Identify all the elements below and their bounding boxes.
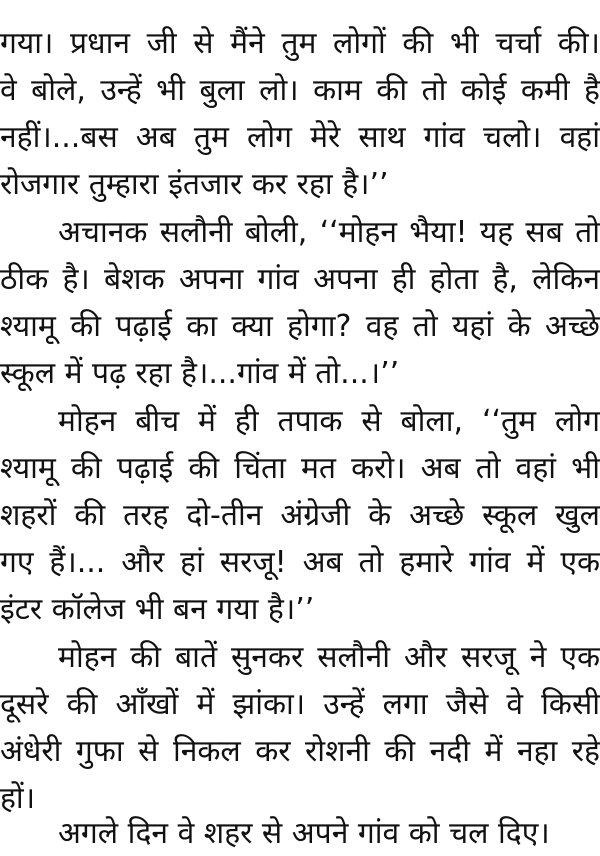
text-line: नहीं।...बस अब तुम लोग मेरे साथ गांव चलो। वहां: [0, 120, 600, 155]
text-line: स्कूल में पढ़ रहा है।...गांव में तो...।’’: [0, 356, 400, 391]
text-line: दूसरे की आँखों में झांका। उन्हें लगा जैसे वे किसी: [0, 687, 600, 722]
text-line: अंधेरी गुफा से निकल कर रोशनी की नदी में नहा रहे: [0, 734, 600, 769]
text-line: मोहन की बातें सुनकर सलौनी और सरजू ने एक: [58, 640, 600, 675]
text-line: इंटर कॉलेज भी बन गया है।’’: [0, 592, 315, 627]
text-line: शहरों की तरह दो-तीन अंग्रेजी के अच्छे स्कूल खुल: [0, 498, 600, 533]
text-line: श्यामू की पढ़ाई की चिंता मत करो। अब तो वहां भी: [0, 451, 600, 486]
text-line: मोहन बीच में ही तपाक से बोला, ‘‘तुम लोग: [58, 404, 600, 439]
text-line: रोजगार तुम्हारा इंतजार कर रहा है।’’: [0, 167, 389, 202]
text-line: श्यामू की पढ़ाई का क्या होगा? वह तो यहां के अच्छे: [0, 309, 600, 344]
text-line: अगले दिन वे शहर से अपने गांव को चल दिए।: [58, 816, 550, 851]
text-line: गया। प्रधान जी से मैंने तुम लोगों की भी चर्चा की।: [0, 26, 600, 61]
text-line: वे बोले, उन्हें भी बुला लो। काम की तो कोई कमी है: [0, 73, 600, 108]
text-line: ठीक है। बेशक अपना गांव अपना ही होता है, लेकिन: [0, 262, 600, 297]
text-line: हों।: [0, 781, 36, 816]
text-line: अचानक सलौनी बोली, ‘‘मोहन भैया! यह सब तो: [58, 215, 600, 250]
text-line: गए हैं।... और हां सरजू! अब तो हमारे गांव में एक: [0, 545, 600, 580]
